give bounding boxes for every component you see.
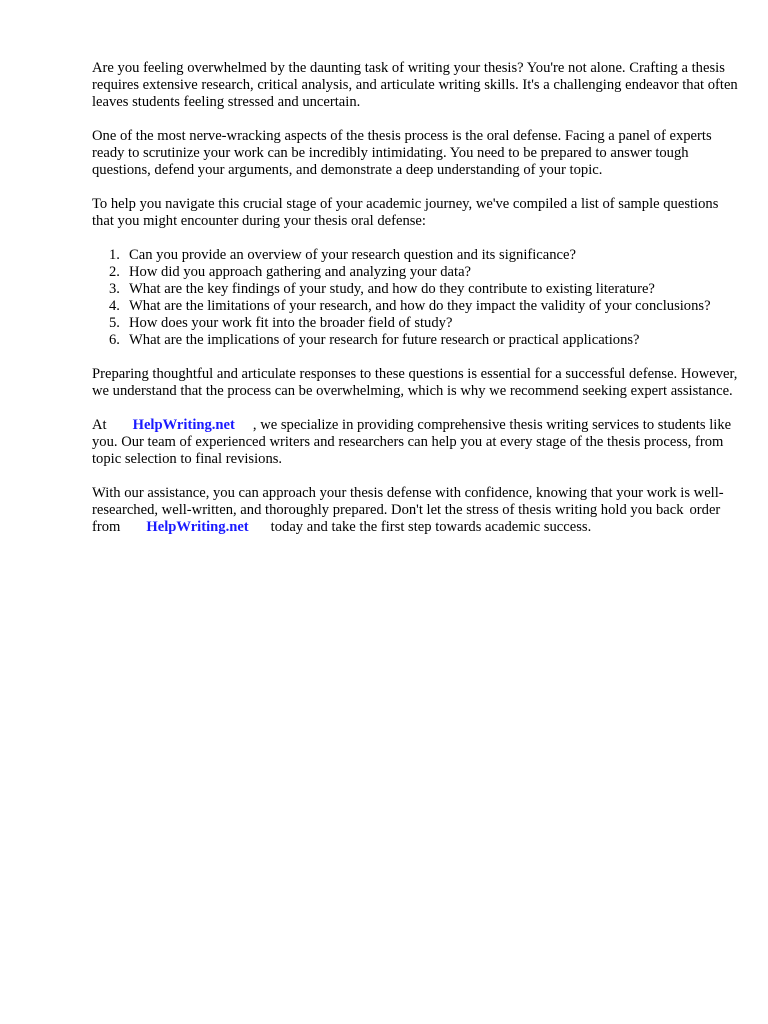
preparing-paragraph: Preparing thoughtful and articulate responses to these questions is essential for a successful defense. However, we understand that the process can be overwhelming, which is why we recommend seeking expert assistance. [92,366,738,399]
list-item [92,247,742,264]
list-item-number: 2. [109,264,120,280]
list-item-text: What are the limitations of your research, and how do they impact the validity of your conclusions? [129,298,711,314]
list-item-text: How did you approach gathering and analyzing your data? [129,264,472,280]
list-item-number: 4. [109,298,120,314]
list-item [92,298,742,315]
closing-text-a: With our assistance, you can approach your thesis defense with confidence, knowing that your work is well-researched, well-written, and thoroughly prepared. Don't let the stress of thesis writing hold you back [92,485,724,518]
list-item [92,332,742,349]
list-item-text: What are the key findings of your study, and how do they contribute to existing literature? [129,281,655,297]
list-item-text: Can you provide an overview of your research question and its significance? [129,247,576,263]
service-paragraph [92,417,742,468]
oral-defense-paragraph: One of the most nerve-wracking aspects of the thesis process is the oral defense. Facing a panel of experts ready to scrutinize your work can be incredibly intimidating. You need to be prepared to answer tough questions, defend your arguments, and demonstrate a deep understanding of your topic. [92,128,712,178]
list-item-number: 6. [109,332,120,348]
list-intro-paragraph: To help you navigate this crucial stage of your academic journey, we've compiled a list of sample questions that you might encounter during your thesis oral defense: [92,196,719,229]
list-item [92,281,742,298]
list-item-text: What are the implications of your research for future research or practical applications? [129,332,640,348]
list-item [92,315,742,332]
questions-list [92,247,742,349]
intro-paragraph: Are you feeling overwhelmed by the daunting task of writing your thesis? You're not alone. Crafting a thesis requires extensive research, critical analysis, and articulate writing skills. It's a challenging endeavor that often leaves students feeling stressed and uncertain. [92,60,738,110]
closing-text-b: order from [92,502,721,535]
list-item-number: 5. [109,315,120,331]
service-text: , we specialize in providing comprehensive thesis writing services to students like you. Our team of experienced writers and researchers can help you at every stage of the thesis process, from topic selection to final revisions. [92,417,732,467]
closing-paragraph [92,485,742,536]
helpwriting-link[interactable]: HelpWriting.net [132,417,235,433]
closing-text-c: today and take the first step towards academic success. [270,519,592,535]
list-item-number: 1. [109,247,120,263]
helpwriting-link-2[interactable]: HelpWriting.net [146,519,249,535]
document-page [92,60,742,553]
list-item [92,264,742,281]
list-item-number: 3. [109,281,120,297]
at-prefix: At [92,417,107,433]
list-item-text: How does your work fit into the broader field of study? [129,315,453,331]
